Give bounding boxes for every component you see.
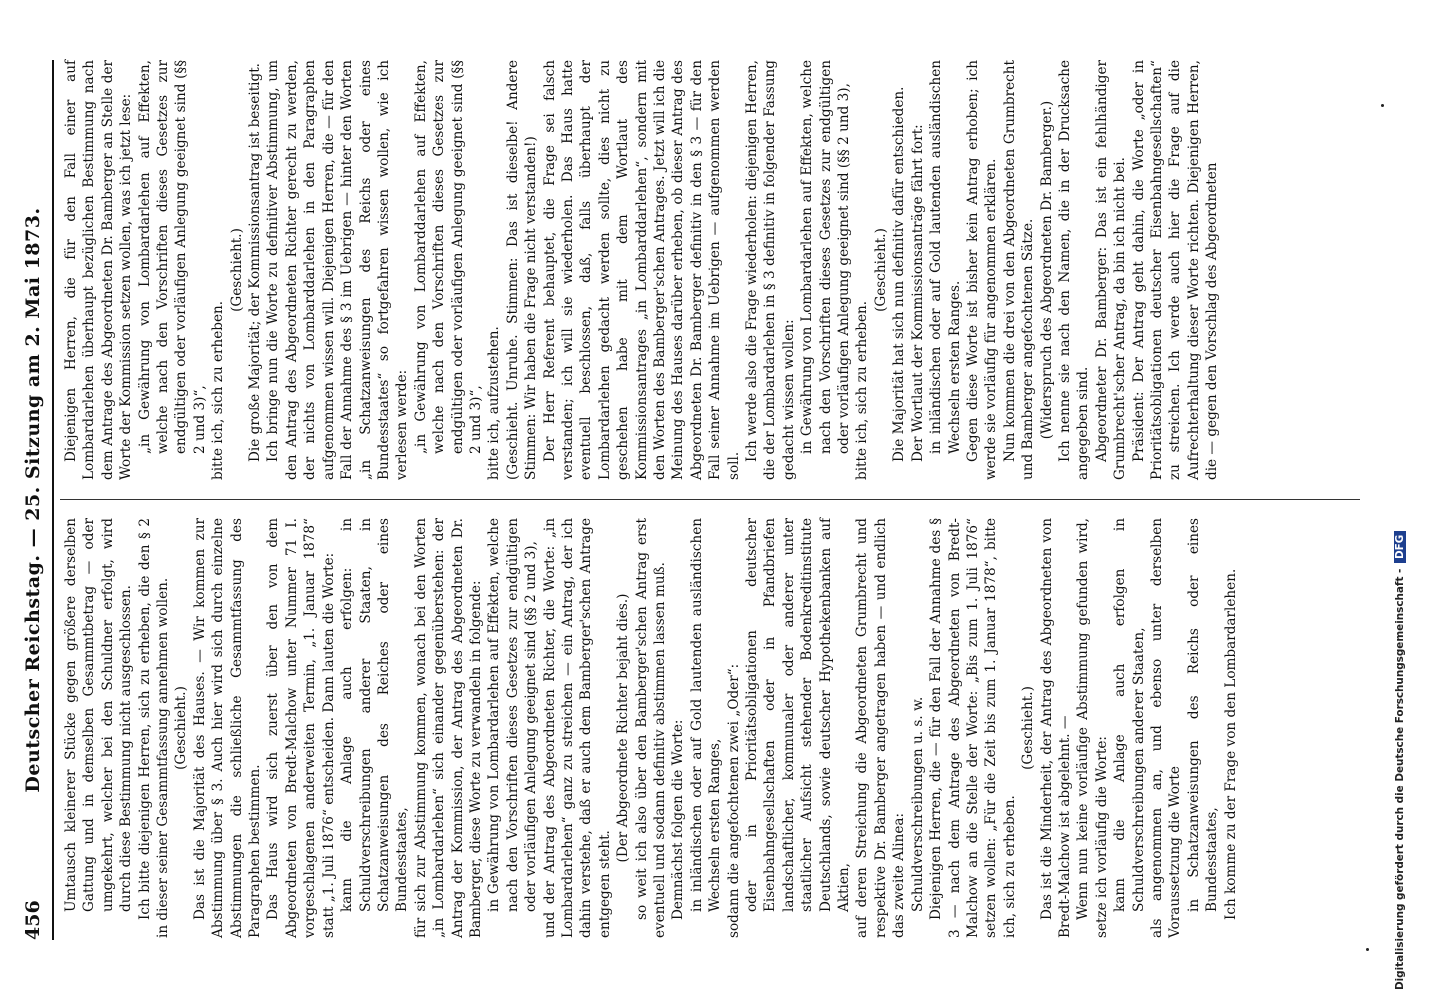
right-column [62,60,1222,480]
page-title: Deutscher Reichstag. — 25. Sitzung am 2. Mai 1873. [22,207,44,793]
paragraph: für sich zur Abstimmung kommen, wonach bei den Worten „in Lombardarlehen“ sich einander gegenüberstehen: der Antrag der Kommission, der Antrag des Abgeordneten Dr. Bamberger, diese Worte zu verwandeln in folgende: [412,518,484,938]
credit-text: Digitalisierung gefördert durch die Deutsche Forschungsgemeinschaft - [1394,568,1406,990]
paragraph: in Schatzanweisungen des Reichs oder eines Bundesstaates, [1185,518,1221,912]
paragraph: in Gewährung von Lombardarlehen auf Effekten, welche nach den Vorschriften dieses Gesetzes zur endgültigen oder vorläufigen Anlegung geeignet sind (§§ 2 und 3), [486,518,540,912]
paragraph: oder in Prioritätsobligationen deutscher Eisenbahngesellschaften oder in Pfandbriefen landschaftlicher, kommunaler oder anderer unter staatlicher Aufsicht stehender Bodenkreditinstitute Deutschlands, sowie deutscher Hypothekenbanken auf Aktien, [744,518,853,912]
left-column [62,518,1240,938]
paragraph: Schuldverschreibungen u. s. w. [909,696,926,912]
paragraph: Diejenigen Herren, die für den Fall einer auf Lombardarlehen überhaupt bezüglichen Bestimmung nach dem Antrage des Abgeordneten Dr. Bamberger an Stelle der Worte der Kommission setzen wollen, was ich jetzt lese: [63,60,135,480]
paragraph: Demnächst folgen die Worte: [670,719,687,920]
paragraph: Ich werde also die Frage wiederholen: diejenigen Herren, die der Lombardarlehen in § 3 definitiv in folgender Fassung gedacht wissen wollen: [744,60,797,480]
paragraph: Ich komme zu der Frage von den Lombardarlehen. [1222,568,1239,920]
paragraph: (Widerspruch des Abgeordneten Dr. Bamberger.) [1038,100,1055,440]
scan-speck [1381,104,1384,107]
page-number: 456 [22,900,44,940]
paragraph: Wenn nun keine vorläufige Abstimmung gefunden wird, setze ich vorläufig die Worte: [1075,518,1110,938]
paragraph: (Geschieht.) [872,228,889,312]
paragraph: in inländischen oder auf Gold lautenden ausländischen Wechseln ersten Ranges. [928,60,963,454]
paragraph: Ich bitte diejenigen Herren, sich zu erheben, die den § 2 in dieser seiner Gesammtfassung annehmen wollen. [136,518,172,938]
paragraph: sodann die angefochtenen zwei „Oder“: [725,663,742,938]
scan-speck [1366,948,1369,951]
paragraph: „in Gewährung von Lombarddarlehen auf Effekten, welche nach den Vorschriften dieses Gesetzes zur endgültigen oder vorläufigen Anlegung geeignet sind (§§ 2 und 3)“, [412,60,484,454]
paragraph: in inländischen oder auf Gold lautenden ausländischen Wechseln ersten Ranges, [688,518,724,912]
paragraph: auf deren Streichung die Abgeordneten Grumbrecht und respektive Dr. Bamberger angetragen haben — und endlich das zweite Alinea: [854,518,908,938]
header-rule [52,60,54,940]
paragraph: Umtausch kleinerer Stücke gegen größere derselben Gattung und in demselben Gesammtbetrag — oder umgekehrt, welcher bei den Schuldner erfolgt, wird durch diese Bestimmung nicht ausgeschlossen. [63,518,135,912]
paragraph: Ich bringe nun die Worte zu definitiver Abstimmung, um den Antrag des Abgeordneten Richter gerecht zu werden, der nichts von Lombarddarlehen in den Paragraphen aufgenommen wissen will. Diejenigen Herren, die — für den Fall der Annahme des § 3 im Uebrigen — hinter den Worten „in Schatzanweisungen des Reichs oder eines Bundesstaates“ so fortgefahren wissen wollen, wie ich verlesen werde: [265,60,411,480]
paragraph: Diejenigen Herren, die — für den Fall der Annahme des § 3 — nach dem Antrage des Abgeordneten von Bredt-Malchow an die Stelle der Worte: „Bis zum 1. Juli 1876“ setzen wollen: „Für die Zeit bis zum 1. Januar 1878“, bitte ich, sich zu erheben. [928,518,1018,938]
paragraph: so weit ich also über den Bamberger'schen Antrag erst eventuell und sodann definitiv abstimmen lassen muß. [633,518,668,938]
paragraph: kann die Anlage auch erfolgen: in Schuldverschreibungen anderer Staaten, in Schatzanweisungen des Reiches oder eines Bundesstaates, [339,518,411,912]
page-header [22,60,52,940]
paragraph: Der Wortlaut der Kommissionsanträge fährt fort: [909,124,926,462]
paragraph: (Der Abgeordnete Richter bejaht dies.) [615,593,632,863]
paragraph: Nun kommen die drei von den Abgeordneten Grumbrecht und Bamberger angefochtenen Sätze. [1001,60,1037,480]
paragraph: Der Herr Referent behauptet, die Frage sei falsch verstanden; ich will sie wiederholen. Das Haus hatte eventuell beschlossen, daß, falls überhaupt der Lombardarlehen gedacht werden sollte, dies nicht zu geschehen habe mit dem Wortlaut des Kommissionsantrages „in Lombarddarlehen“, sondern mit den Worten des Bamberger'schen Antrages. Jetzt will ich die Meinung des Hauses darüber erheben, ob dieser Antrag des Abgeordneten Dr. Bamberger definitiv in den § 3 — für den Fall seiner Annahme im Uebrigen — aufgenommen werden soll. [541,60,742,480]
paragraph: bitte ich, sich zu erheben. [210,300,227,480]
paragraph: Das ist die Majorität des Hauses. — Wir kommen zur Abstimmung über § 3. Auch hier wird sich durch einzelne Abstimmungen die schließliche Gesammtfassung des Paragraphen bestimmen. [191,518,264,938]
paragraph: und der Antrag des Abgeordneten Richter, die Worte: „in Lombardarlehen“ ganz zu streichen — ein Antrag, der ich dahin verstehe, daß er auch dem Bamberger'schen Antrage entgegen steht. [541,518,613,938]
paragraph: Gegen diese Worte ist bisher kein Antrag erhoben; ich werde sie vorläufig für angenommen erklären. [964,60,1000,480]
paragraph: (Geschieht.) [1020,686,1037,770]
dfg-logo: DFG [1394,531,1406,563]
paragraph: als angenommen an, und ebenso unter derselben Voraussetzung die Worte [1148,518,1184,938]
paragraph: (Geschieht. Unruhe. Stimmen: Das ist dieselbe! Andere Stimmen: Wir haben die Frage nicht verstanden!) [504,60,540,480]
paragraph: (Geschieht.) [173,686,190,770]
paragraph: Das Haus wird sich zuerst über den von dem Abgeordneten von Bredt-Malchow unter Nummer 71 I. vorgeschlagenen anderweiten Termin, „1. Januar 1878“ statt „1. Juli 1876“ entscheiden. Dann lauten die Worte: [265,518,337,938]
paragraph: kann die Anlage auch erfolgen in Schuldverschreibungen anderer Staaten, [1112,518,1147,912]
paragraph: (Geschieht.) [228,228,245,312]
paragraph: Die Majorität hat sich nun definitiv dafür entschieden. [891,86,908,462]
paragraph: Ich nenne sie nach den Namen, die in der Drucksache angegeben sind. [1056,60,1092,480]
paragraph: bitte ich, sich zu erheben. [854,300,871,480]
digitization-credit [1394,10,1406,990]
column-divider [60,499,1360,500]
paragraph: bitte ich, aufzustehen. [486,326,503,480]
paragraph: in Gewährung von Lombardarlehen auf Effekten, welche nach den Vorschriften dieses Gesetzes zur endgültigen oder vorläufigen Anlegung geeignet sind (§§ 2 und 3), [799,60,853,454]
paragraph: Die große Majorität; der Kommissionsantrag ist beseitigt. [247,63,264,462]
paragraph: Präsident: Der Antrag geht dahin, die Worte „oder in Prioritätsobligationen deutscher Eisenbahngesellschaften“ zu streichen. Ich werde auch hier die Frage auf die Aufrechterhaltung dieser Worte richten. Diejenigen Herren, die — gegen den Vorschlag des Abgeordneten [1130,60,1221,480]
paragraph: Abgeordneter Dr. Bamberger: Das ist ein fehlhändiger Grumbrecht'scher Antrag, da bin ich nicht bei. [1093,60,1129,480]
paragraph: „in Gewährung von Lombardarlehen auf Effekten, welche nach den Vorschriften dieses Gesetzes zur endgültigen oder vorläufigen Anlegung geeignet sind (§§ 2 und 3)“, [136,60,208,454]
paragraph: Das ist die Minderheit, der Antrag des Abgeordneten von Bredt-Malchow ist abgelehnt. — [1038,518,1073,938]
